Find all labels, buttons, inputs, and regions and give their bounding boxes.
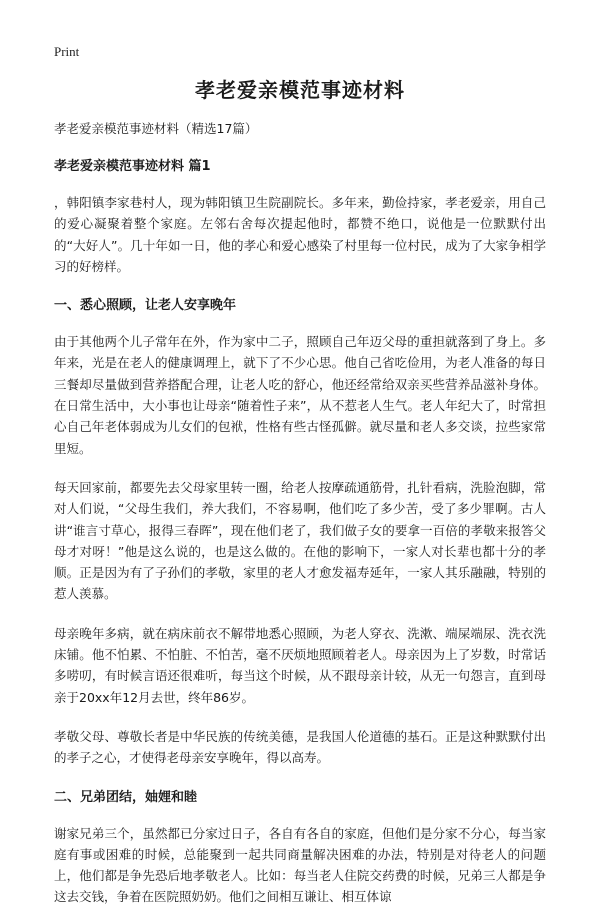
section-heading: 一、悉心照顾，让老人安享晚年	[54, 298, 237, 314]
document-subtitle: 孝老爱亲模范事迹材料（精选17篇）	[54, 121, 258, 136]
section1-paragraph-1: 由于其他两个儿子常年在外，作为家中二子，照顾自己年迈父母的重担就落到了身上。多年来，光是在老人的健康调理上，就下了不少心思。他自己省吃俭用，为老人准备的每日三餐却尽量做到营养搭配合理，让老人吃的舒心，他还经常给双亲买些营养品滋补身体。在日常生活中，大小事也让母亲“随着性子来”，从不惹老人生气。老人年纪大了，时常担心自己年老体弱成为儿女们的包袱，性格有些古怪孤僻。就尽量和老人多交谈，拉些家常里短。	[54, 334, 546, 456]
section1-paragraph-4: 孝敬父母、尊敬长者是中华民族的传统美德，是我国人伦道德的基石。正是这种默默付出的孝子之心，才使得老母亲安享晚年，得以高寿。	[54, 728, 546, 766]
print-link[interactable]: Print	[54, 44, 80, 59]
section2-paragraph-1: 谢家兄弟三个，虽然都已分家过日子，各自有各自的家庭，但他们是分家不分心，每当家庭有事或困难的时候，总能聚到一起共同商量解决困难的办法，特别是对待老人的问题上，他们都是争先恐后地孝敬老人。比如：每当老人住院交药费的时候，兄弟三人都是争这去交钱，争着在医院照奶奶。他们之间相互谦让、相互体谅	[54, 825, 546, 905]
intro-paragraph: ，韩阳镇李家巷村人，现为韩阳镇卫生院副院长。多年来，勤俭持家，孝老爱亲，用自己的爱心凝聚着整个家庭。左邻右舍每次提起他时，都赞不绝口，说他是一位默默付出的“大好人”。几十年如一日，他的孝心和爱心感染了村里每一位村民，成为了大家争相学习的好榜样。	[54, 195, 546, 274]
article-heading: 孝老爱亲模范事迹材料 篇1	[54, 159, 211, 174]
section-heading: 二、兄弟团结，妯娌和睦	[54, 789, 198, 805]
section1-paragraph-2: 每天回家前，都要先去父母家里转一圈，给老人按摩疏通筋骨，扎针看病，洗脸泡脚，常对人们说，“父母生我们，养大我们，不容易啊，他们吃了多少苦，受了多少罪啊。古人讲“谁言寸草心，报得三春晖”，现在他们老了，我们做子女的要拿一百倍的孝敬来报答父母才对呀！”他是这么说的，也是这么做的。在他的影响下，一家人对长辈也都十分的孝顺。正是因为有了子孙们的孝敬，家里的老人才愈发福寿延年，一家人其乐融融，特别的惹人羡慕。	[54, 479, 546, 602]
document-title: 孝老爱亲模范事迹材料	[195, 78, 405, 102]
section1-paragraph-3: 母亲晚年多病，就在病床前衣不解带地悉心照顾，为老人穿衣、洗漱、端屎端尿、洗衣洗床铺。他不怕累、不怕脏、不怕苦，毫不厌烦地照顾着老人。母亲因为上了岁数，时常话多唠叨，有时候言语还很难听，每当这个时候，从不跟母亲计较，从无一句怨言，直到母亲于20xx年12月去世，终年86岁。	[54, 625, 546, 705]
